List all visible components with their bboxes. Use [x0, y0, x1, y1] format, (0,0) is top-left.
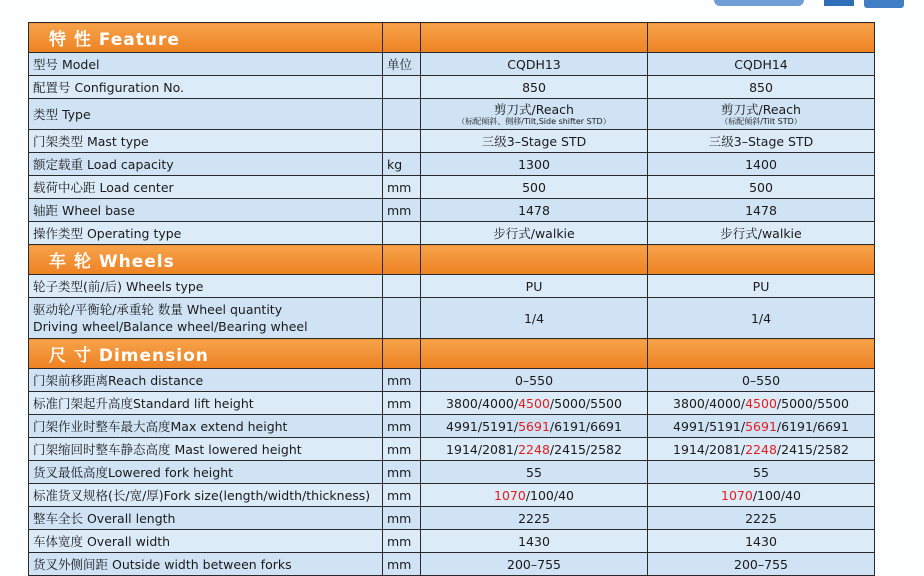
- table-row: [29, 99, 875, 130]
- row-label: [29, 298, 383, 339]
- row-label: 轮子类型(前/后) Wheels type: [29, 275, 383, 298]
- model-2-value: 0–550: [648, 369, 875, 392]
- model-2-value: CQDH14: [648, 53, 875, 76]
- table-row: [29, 153, 875, 176]
- highlight-value: 4500: [518, 395, 550, 411]
- model-1-value: 三级3–Stage STD: [421, 130, 648, 153]
- table-row: [29, 530, 875, 553]
- table-row: [29, 415, 875, 438]
- model-2-value: 步行式/walkie: [648, 222, 875, 245]
- model-1-value: PU: [421, 275, 648, 298]
- model-1-value: 1070/100/40: [421, 484, 648, 507]
- model-2-value: 4991/5191/5691/6191/6691: [648, 415, 875, 438]
- model-1-value: 1478: [421, 199, 648, 222]
- row-unit: mm: [383, 438, 421, 461]
- table-row: [29, 53, 875, 76]
- row-unit: mm: [383, 530, 421, 553]
- table-row: [29, 199, 875, 222]
- row-label: 额定载重 Load capacity: [29, 153, 383, 176]
- section-header-wheels: [29, 245, 875, 275]
- model-2-value: 55: [648, 461, 875, 484]
- table-row: [29, 130, 875, 153]
- row-label: 门架前移距离Reach distance: [29, 369, 383, 392]
- row-unit: mm: [383, 484, 421, 507]
- section-title: 尺 寸 Dimension: [29, 339, 383, 369]
- model-2-value: 1430: [648, 530, 875, 553]
- table-row: [29, 484, 875, 507]
- model-2-value: 1478: [648, 199, 875, 222]
- brand-logo-fragment: [674, 0, 924, 14]
- table-row: [29, 553, 875, 576]
- model-2-value: 2225: [648, 507, 875, 530]
- row-label: 轴距 Wheel base: [29, 199, 383, 222]
- row-unit: mm: [383, 199, 421, 222]
- model-1-value: 3800/4000/4500/5000/5500: [421, 392, 648, 415]
- row-unit: mm: [383, 369, 421, 392]
- model-1-value: 1430: [421, 530, 648, 553]
- model-1-value: [421, 99, 648, 130]
- model-2-value: 1070/100/40: [648, 484, 875, 507]
- row-unit: mm: [383, 415, 421, 438]
- row-unit: 单位: [383, 53, 421, 76]
- highlight-value: 1070: [494, 487, 526, 503]
- section-header-feature: [29, 23, 875, 53]
- row-label-line: Driving wheel/Balance wheel/Bearing wheel: [33, 319, 308, 334]
- row-unit: [383, 99, 421, 130]
- row-label: 载荷中心距 Load center: [29, 176, 383, 199]
- type-main: 剪刀式/Reach: [721, 102, 801, 117]
- row-unit: mm: [383, 176, 421, 199]
- row-label: 操作类型 Operating type: [29, 222, 383, 245]
- row-label: 货叉外侧间距 Outside width between forks: [29, 553, 383, 576]
- table-row: [29, 438, 875, 461]
- model-1-value: 500: [421, 176, 648, 199]
- model-1-value: 2225: [421, 507, 648, 530]
- highlight-value: 2248: [518, 441, 550, 457]
- row-unit: [383, 130, 421, 153]
- row-unit: mm: [383, 392, 421, 415]
- row-label: 门架缩回时整车静态高度 Mast lowered height: [29, 438, 383, 461]
- row-label: 货叉最低高度Lowered fork height: [29, 461, 383, 484]
- table-row: [29, 275, 875, 298]
- section-title: 车 轮 Wheels: [29, 245, 383, 275]
- spec-table: [28, 22, 875, 576]
- row-label: 车体宽度 Overall width: [29, 530, 383, 553]
- row-unit: kg: [383, 153, 421, 176]
- row-unit: mm: [383, 553, 421, 576]
- model-2-value: 1/4: [648, 298, 875, 339]
- model-1-value: 步行式/walkie: [421, 222, 648, 245]
- model-1-value: 1300: [421, 153, 648, 176]
- highlight-value: 2248: [745, 441, 777, 457]
- model-1-value: 200–755: [421, 553, 648, 576]
- model-2-value: 1400: [648, 153, 875, 176]
- row-unit: [383, 298, 421, 339]
- table-row: [29, 298, 875, 339]
- model-1-value: 1/4: [421, 298, 648, 339]
- section-title: 特 性 Feature: [29, 23, 383, 53]
- model-2-value: 500: [648, 176, 875, 199]
- section-header-dimension: [29, 339, 875, 369]
- row-label: 配置号 Configuration No.: [29, 76, 383, 99]
- row-label: 型号 Model: [29, 53, 383, 76]
- row-unit: [383, 275, 421, 298]
- highlight-value: 1070: [721, 487, 753, 503]
- model-2-value: 200–755: [648, 553, 875, 576]
- table-row: [29, 76, 875, 99]
- type-main: 剪刀式/Reach: [494, 102, 574, 117]
- highlight-value: 5691: [518, 418, 550, 434]
- model-1-value: 850: [421, 76, 648, 99]
- table-row: [29, 461, 875, 484]
- row-unit: mm: [383, 507, 421, 530]
- highlight-value: 4500: [745, 395, 777, 411]
- model-1-value: 4991/5191/5691/6191/6691: [421, 415, 648, 438]
- table-row: [29, 507, 875, 530]
- model-2-value: [648, 99, 875, 130]
- model-1-value: 1914/2081/2248/2415/2582: [421, 438, 648, 461]
- row-label: 标准货叉规格(长/宽/厚)Fork size(length/width/thickness): [29, 484, 383, 507]
- type-note: （标配倾斜/Tilt STD）: [720, 117, 802, 126]
- model-2-value: 850: [648, 76, 875, 99]
- row-label: 类型 Type: [29, 99, 383, 130]
- model-2-value: 1914/2081/2248/2415/2582: [648, 438, 875, 461]
- table-row: [29, 392, 875, 415]
- row-unit: mm: [383, 461, 421, 484]
- highlight-value: 5691: [745, 418, 777, 434]
- model-1-value: 0–550: [421, 369, 648, 392]
- row-unit: [383, 76, 421, 99]
- table-row: [29, 176, 875, 199]
- model-2-value: 三级3–Stage STD: [648, 130, 875, 153]
- row-label-line: 驱动轮/平衡轮/承重轮 数量 Wheel quantity: [33, 302, 283, 317]
- table-row: [29, 369, 875, 392]
- row-unit: [383, 222, 421, 245]
- row-label: 门架类型 Mast type: [29, 130, 383, 153]
- type-note: （标配倾斜、侧移/Tilt,Side shifter STD）: [457, 117, 611, 126]
- row-label: 标准门架起升高度Standard lift height: [29, 392, 383, 415]
- row-label: 整车全长 Overall length: [29, 507, 383, 530]
- model-1-value: 55: [421, 461, 648, 484]
- model-1-value: CQDH13: [421, 53, 648, 76]
- model-2-value: 3800/4000/4500/5000/5500: [648, 392, 875, 415]
- row-label: 门架作业时整车最大高度Max extend height: [29, 415, 383, 438]
- model-2-value: PU: [648, 275, 875, 298]
- table-row: [29, 222, 875, 245]
